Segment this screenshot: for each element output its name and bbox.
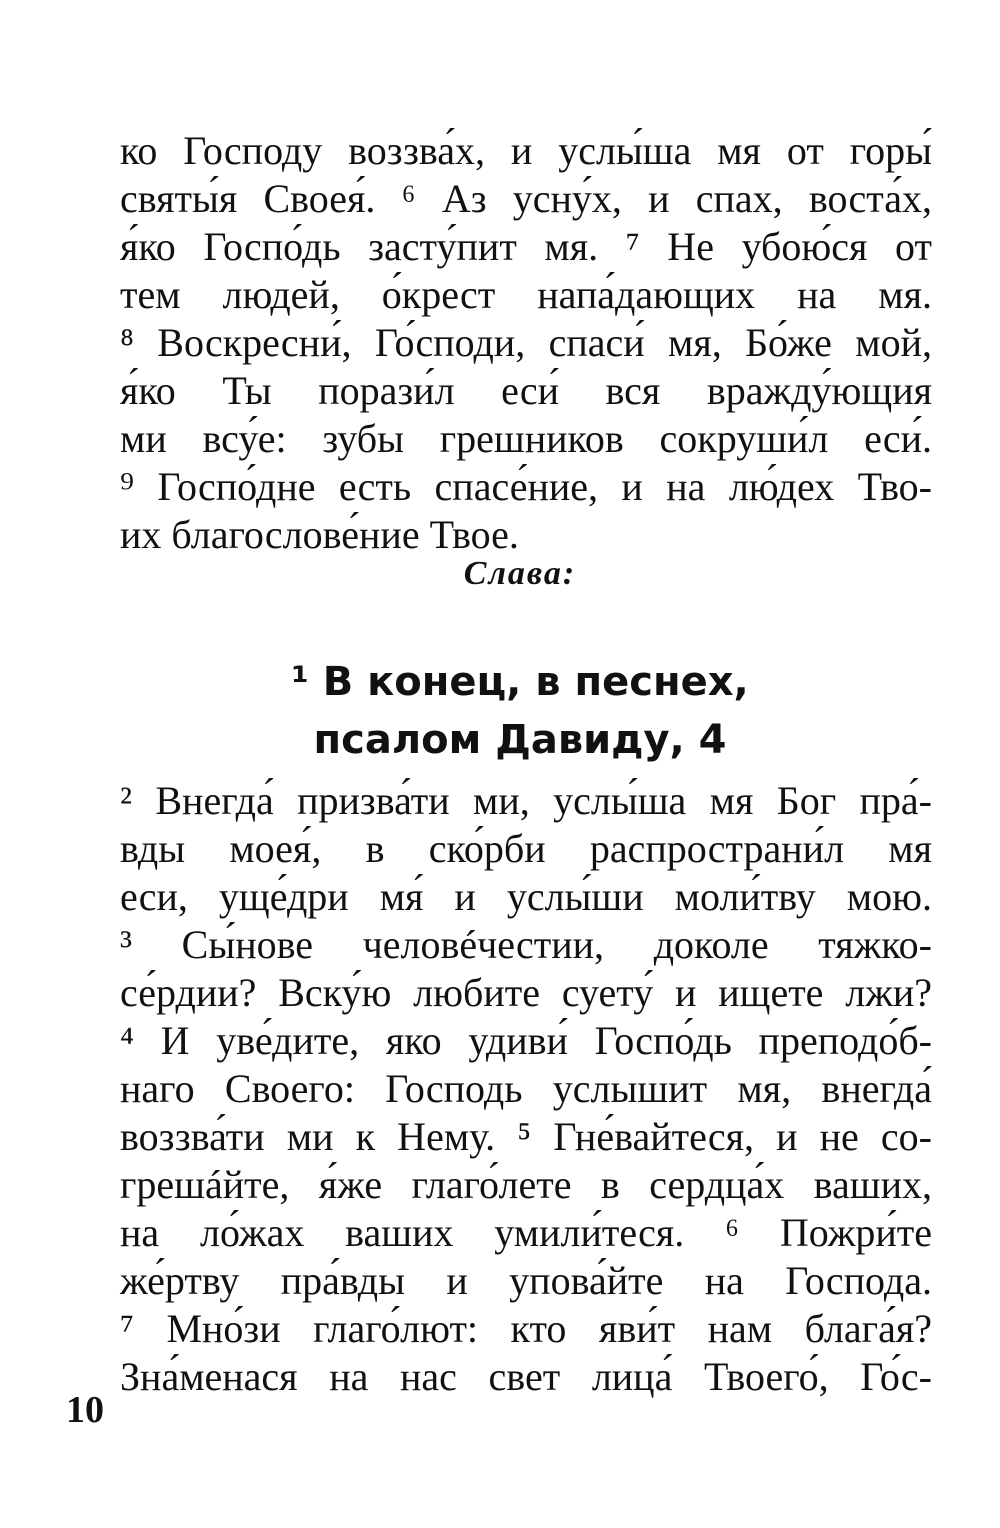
text-line: же́ртву пра́вды и упова́йте на Господа.	[120, 1258, 932, 1303]
text-line: грешáйте, я́же глаго́лете в сердца́х ваших,	[120, 1162, 932, 1207]
text-line: ³ Сы́нове человéчестии, доколе тяжко-	[120, 922, 932, 967]
text-line: наго Своего: Господь услышит мя, внегда́	[120, 1066, 932, 1111]
psalm-title-line-1: ¹ В конец, в песнех,	[291, 659, 749, 705]
text-line: воззва́ти ми к Нему. ⁵ Гне́вайтеся, и не со-	[120, 1114, 932, 1159]
slava-heading: Слава:	[463, 555, 577, 592]
text-line: на ло́жах ваших умили́теся. ⁶ Пожри́те	[120, 1210, 932, 1255]
text-line: я́ко Госпо́дь засту́пит мя. ⁷ Не убою́ся от	[120, 224, 932, 269]
text-line: Зна́менася на нас свет лица́ Твоего́, Го́с-	[120, 1354, 932, 1399]
text-line: се́рдии? Вску́ю любите суету́ и ищете лжи?	[120, 970, 932, 1015]
text-line: еси, уще́дри мя́ и услы́ши моли́тву мою.	[120, 874, 932, 919]
text-line: ⁹ Госпо́дне есть спасе́ние, и на лю́дех Тво-	[120, 464, 932, 509]
text-line: ⁴ И уве́дите, яко удиви́ Госпо́дь преподо́б-	[120, 1018, 932, 1063]
text-line: ² Внегда́ призва́ти ми, услы́ша мя Бог пра́-	[120, 778, 932, 823]
text-line: ⁷ Мно́зи глаго́лют: кто яви́т нам блага́я?	[120, 1306, 932, 1351]
text-line: ⁸ Воскресни́, Го́споди, спаси́ мя, Бо́же мой,	[120, 320, 932, 365]
text-line: я́ко Ты порази́л еси́ вся вражду́ющия	[120, 368, 932, 413]
text-line: святы́я Своея́. ⁶ Аз усну́х, и спах, воста́х,	[120, 176, 932, 221]
text-line: ко Господу воззва́х, и услы́ша мя от горы́	[120, 128, 932, 173]
text-line: вды моея́, в ско́рби распространи́л мя	[120, 826, 932, 871]
text-line: их благослове́ние Твое.	[120, 512, 519, 557]
text-line: ми всу́е: зубы грешников сокруши́л еси́.	[120, 416, 932, 461]
page-number: 10	[66, 1389, 104, 1431]
text-line: тем людей, о́крест напа́дающих на мя.	[120, 272, 932, 317]
psalm-title-line-2: псалом Давиду, 4	[313, 717, 727, 763]
